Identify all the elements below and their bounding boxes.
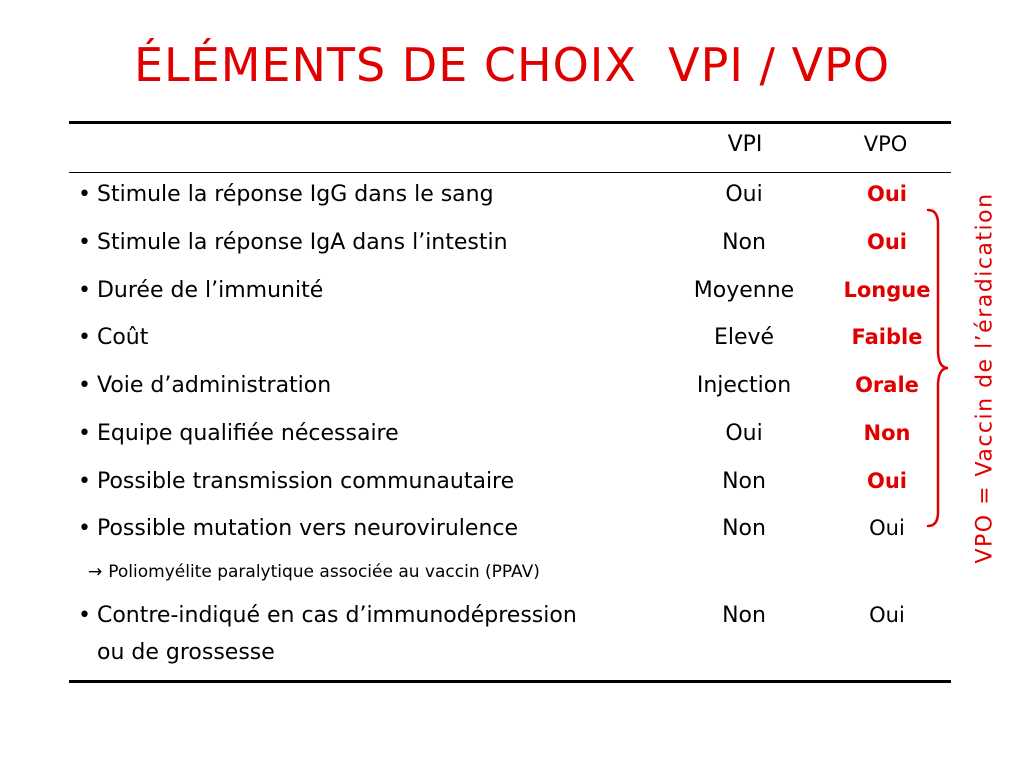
criterion-text: Stimule la réponse IgG dans le sang (96, 182, 494, 207)
table-row (0, 373, 1024, 403)
vpi-cell: Oui (725, 182, 763, 207)
bullet: • (78, 325, 91, 350)
criterion-text: Possible transmission communautaire (96, 469, 515, 494)
column-header-vpo: VPO (863, 132, 908, 156)
bullet: • (78, 603, 91, 628)
vpo-cell: Oui (866, 230, 907, 254)
criterion-cell (78, 421, 399, 446)
criterion-cell (78, 230, 508, 255)
table-row (0, 230, 1024, 260)
criterion-cell (78, 469, 514, 494)
criterion-cell (78, 516, 518, 541)
vpo-cell: Oui (869, 603, 905, 627)
table-row (0, 278, 1024, 308)
table-top-rule (69, 121, 951, 124)
vpo-cell: Non (863, 421, 911, 445)
criterion-text: Possible mutation vers neurovirulence (96, 516, 519, 541)
sub-note-text: Poliomyélite paralytique associée au vaccin (PPAV) (108, 562, 540, 582)
vpo-cell: Orale (855, 373, 919, 397)
criterion-cell (78, 603, 577, 628)
criterion-text: Voie d’administration (96, 373, 332, 398)
curly-brace-icon (924, 208, 950, 528)
vpi-cell: Non (722, 469, 766, 494)
table-row (0, 182, 1024, 212)
vpi-cell: Non (722, 516, 766, 541)
table-row (0, 516, 1024, 546)
bullet: • (78, 373, 91, 398)
bullet: • (78, 516, 91, 541)
arrow-right-icon: → (88, 562, 103, 582)
table-bottom-rule (69, 680, 951, 683)
criterion-cell (78, 182, 494, 207)
table-header-rule (69, 172, 951, 173)
criterion-text-line2: ou de grossesse (97, 640, 275, 665)
vpo-cell: Longue (843, 278, 931, 302)
criterion-cell (78, 278, 323, 303)
criterion-text: Contre-indiqué en cas d’immunodépression (96, 603, 577, 628)
bullet: • (78, 182, 91, 207)
vpo-cell: Faible (851, 325, 923, 349)
vpi-cell: Oui (725, 421, 763, 446)
vpi-cell: Non (722, 230, 766, 255)
criterion-text: Equipe qualifiée nécessaire (96, 421, 399, 446)
criterion-cell (78, 373, 331, 398)
table-row (0, 325, 1024, 355)
criterion-cell (78, 325, 148, 350)
bullet: • (78, 230, 91, 255)
criterion-text: Stimule la réponse IgA dans l’intestin (96, 230, 508, 255)
bullet: • (78, 469, 91, 494)
vpi-cell: Non (722, 603, 766, 628)
sub-note (88, 562, 540, 582)
bullet: • (78, 278, 91, 303)
vpo-cell: Oui (866, 182, 907, 206)
vpi-cell: Moyenne (693, 278, 795, 303)
table-row (0, 469, 1024, 499)
table-row (0, 421, 1024, 451)
criterion-text: Durée de l’immunité (96, 278, 324, 303)
table-row (0, 603, 1024, 633)
side-label-vpo-eradication: VPO = Vaccin de l’éradication (972, 192, 998, 564)
bullet: • (78, 421, 91, 446)
vpi-cell: Injection (696, 373, 792, 398)
slide-title: ÉLÉMENTS DE CHOIX VPI / VPO (133, 38, 891, 92)
vpo-cell: Oui (866, 469, 907, 493)
vpo-cell: Oui (869, 516, 905, 540)
criterion-text: Coût (96, 325, 149, 350)
column-header-vpi: VPI (727, 132, 763, 157)
vpi-cell: Elevé (713, 325, 775, 350)
